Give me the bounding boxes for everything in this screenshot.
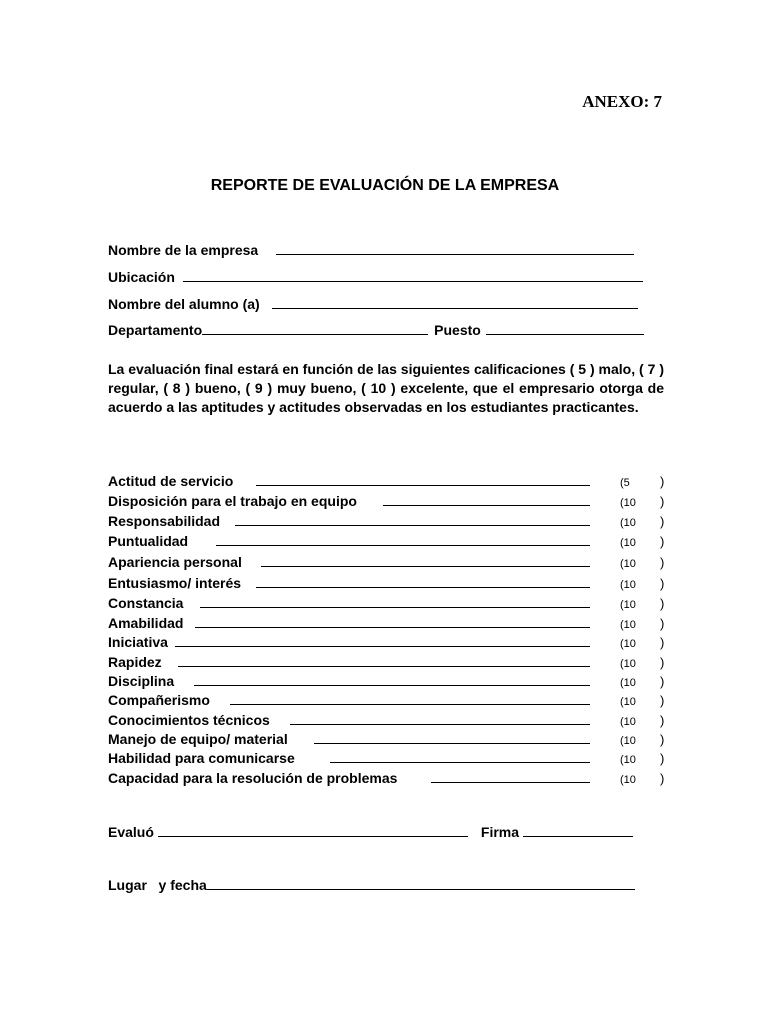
score-open-paren: ( (620, 517, 624, 529)
department-label: Departamento (108, 322, 203, 338)
score-value: 10 (623, 579, 636, 591)
criterion-row (108, 592, 668, 611)
annex-label: ANEXO: 7 (582, 92, 662, 111)
score-value: 10 (623, 517, 636, 529)
score-value: 10 (623, 696, 636, 708)
criterion-row (108, 612, 668, 631)
score-close-paren: ) (660, 655, 665, 670)
criterion-row (108, 510, 668, 529)
criterion-score[interactable] (620, 579, 636, 591)
student-blank[interactable] (272, 308, 638, 309)
criterion-row (108, 651, 668, 670)
score-close-paren: ) (660, 576, 665, 591)
signature-blank[interactable] (523, 836, 633, 837)
criterion-label: Responsabilidad (108, 513, 221, 529)
page-title: REPORTE DE EVALUACIÓN DE LA EMPRESA (210, 177, 560, 194)
evaluator-blank[interactable] (158, 836, 468, 837)
criterion-score[interactable] (620, 599, 636, 611)
score-close-paren: ) (660, 596, 665, 611)
score-open-paren: ( (620, 619, 624, 631)
score-open-paren: ( (620, 599, 624, 611)
score-close-paren: ) (660, 674, 665, 689)
score-value: 10 (623, 735, 636, 747)
criterion-blank[interactable] (195, 627, 590, 628)
score-open-paren: ( (620, 558, 624, 570)
score-value: 10 (623, 754, 636, 766)
criterion-score[interactable] (620, 638, 636, 650)
score-value: 10 (623, 558, 636, 570)
criterion-row (108, 551, 668, 570)
score-close-paren: ) (660, 751, 665, 766)
score-value: 10 (623, 774, 636, 786)
score-open-paren: ( (620, 638, 624, 650)
criterion-label: Iniciativa (108, 634, 168, 650)
criterion-row (108, 572, 668, 591)
criterion-row (108, 631, 668, 650)
location-blank[interactable] (183, 281, 643, 282)
criterion-blank[interactable] (290, 724, 590, 725)
evaluator-field (108, 820, 633, 840)
criterion-label: Entusiasmo/ interés (108, 575, 242, 591)
criterion-label: Actitud de servicio (108, 473, 234, 489)
criterion-row (108, 490, 668, 509)
score-close-paren: ) (660, 514, 665, 529)
score-close-paren: ) (660, 494, 665, 509)
criterion-row (108, 709, 668, 728)
score-close-paren: ) (660, 732, 665, 747)
student-label: Nombre del alumno (a) (108, 296, 260, 312)
company-label: Nombre de la empresa (108, 242, 259, 258)
criterion-row (108, 530, 668, 549)
score-value: 10 (623, 658, 636, 670)
criterion-score[interactable] (620, 658, 636, 670)
criterion-row (108, 728, 668, 747)
criterion-score[interactable] (620, 716, 636, 728)
score-open-paren: ( (620, 497, 624, 509)
criterion-blank[interactable] (330, 762, 590, 763)
score-close-paren: ) (660, 713, 665, 728)
criterion-score[interactable] (620, 537, 636, 549)
score-close-paren: ) (660, 474, 665, 489)
place-date-label: Lugar y fecha (108, 877, 207, 893)
score-open-paren: ( (620, 537, 624, 549)
criterion-label: Constancia (108, 595, 184, 611)
score-close-paren: ) (660, 555, 665, 570)
criterion-score[interactable] (620, 774, 636, 786)
criterion-score[interactable] (620, 517, 636, 529)
score-value: 10 (623, 638, 636, 650)
criterion-score[interactable] (620, 677, 636, 689)
criterion-label: Conocimientos técnicos (108, 712, 270, 728)
location-label: Ubicación (108, 269, 175, 285)
score-close-paren: ) (660, 693, 665, 708)
score-value: 10 (623, 716, 636, 728)
criterion-row (108, 470, 668, 489)
criterion-row (108, 689, 668, 708)
criterion-blank[interactable] (314, 743, 590, 744)
criterion-blank[interactable] (383, 505, 590, 506)
score-open-paren: ( (620, 735, 624, 747)
score-open-paren: ( (620, 774, 624, 786)
criterion-label: Capacidad para la resolución de problemas (108, 770, 398, 786)
score-open-paren: ( (620, 696, 624, 708)
score-value: 10 (623, 599, 636, 611)
score-open-paren: ( (620, 477, 624, 489)
criterion-blank[interactable] (256, 587, 590, 588)
criterion-label: Disposición para el trabajo en equipo (108, 493, 357, 509)
score-close-paren: ) (660, 635, 665, 650)
criterion-label: Habilidad para comunicarse (108, 750, 295, 766)
score-open-paren: ( (620, 658, 624, 670)
evaluator-label: Evaluó (108, 824, 154, 840)
place-date-blank[interactable] (207, 889, 635, 890)
criterion-score[interactable] (620, 754, 636, 766)
criterion-label: Disciplina (108, 673, 175, 689)
criterion-blank[interactable] (178, 666, 590, 667)
criterion-row (108, 747, 668, 766)
score-value: 10 (623, 537, 636, 549)
criterion-label: Amabilidad (108, 615, 184, 631)
score-close-paren: ) (660, 534, 665, 549)
criterion-label: Apariencia personal (108, 554, 242, 570)
score-value: 10 (623, 497, 636, 509)
criterion-score[interactable] (620, 735, 636, 747)
score-value: 10 (623, 619, 636, 631)
criterion-score[interactable] (620, 477, 630, 489)
criterion-blank[interactable] (200, 607, 590, 608)
criterion-blank[interactable] (216, 545, 590, 546)
score-open-paren: ( (620, 716, 624, 728)
criterion-blank[interactable] (256, 485, 590, 486)
score-value: 5 (623, 477, 630, 489)
criterion-blank[interactable] (261, 566, 590, 567)
criterion-score[interactable] (620, 696, 636, 708)
criterion-row (108, 670, 668, 689)
criterion-blank[interactable] (194, 685, 590, 686)
score-open-paren: ( (620, 579, 624, 591)
position-blank[interactable] (486, 334, 644, 335)
score-open-paren: ( (620, 677, 624, 689)
criterion-label: Puntualidad (108, 533, 189, 549)
location-field (108, 265, 643, 285)
instructions-paragraph: La evaluación final estará en función de las siguientes calificaciones ( 5 ) malo, ( 7 ) regular, ( 8 ) bueno, ( 9 ) muy bueno, ( 10 ) excelente, que el empresario otorga de acuerdo a las aptitudes y actitudes observadas en los estudiantes practicantes. (108, 361, 664, 415)
company-field (108, 238, 634, 258)
criterion-blank[interactable] (230, 704, 590, 705)
criterion-label: Compañerismo (108, 692, 210, 708)
department-blank[interactable] (202, 334, 428, 335)
score-open-paren: ( (620, 754, 624, 766)
score-close-paren: ) (660, 771, 665, 786)
place-date-field (108, 873, 635, 893)
criterion-score[interactable] (620, 497, 636, 509)
signature-label: Firma (480, 824, 520, 840)
criterion-label: Rapidez (108, 654, 162, 670)
department-field (108, 318, 644, 338)
score-value: 10 (623, 677, 636, 689)
criterion-score[interactable] (620, 619, 636, 631)
criterion-blank[interactable] (431, 782, 590, 783)
criterion-row (108, 767, 668, 786)
position-label: Puesto (434, 322, 481, 338)
student-field (108, 292, 638, 312)
criterion-score[interactable] (620, 558, 636, 570)
criterion-blank[interactable] (175, 646, 590, 647)
company-blank[interactable] (276, 254, 634, 255)
criterion-blank[interactable] (235, 525, 590, 526)
criterion-label: Manejo de equipo/ material (108, 731, 288, 747)
score-close-paren: ) (660, 616, 665, 631)
